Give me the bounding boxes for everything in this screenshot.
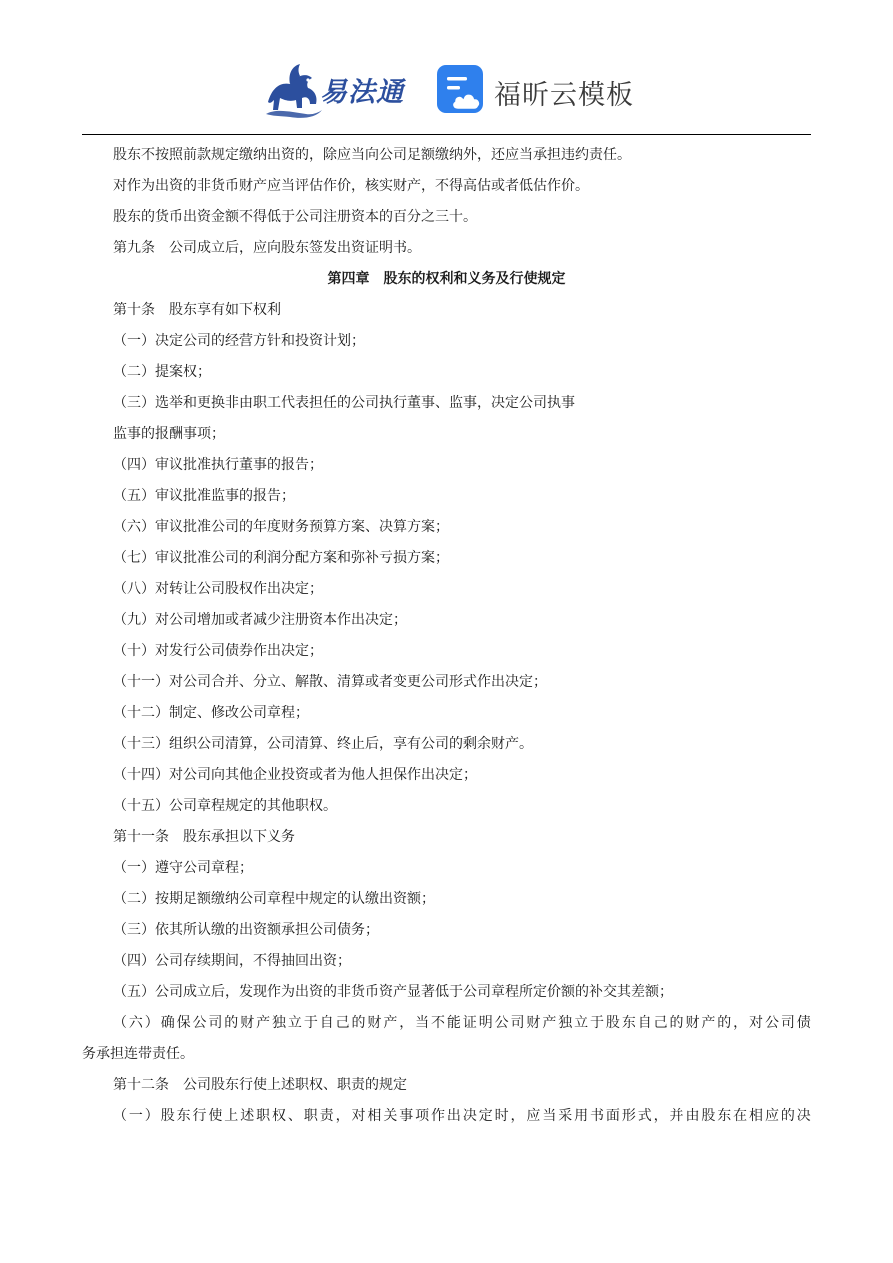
list-item: （九）对公司增加或者减少注册资本作出决定； bbox=[113, 612, 407, 628]
article-line: 第十条 股东享有如下权利 bbox=[113, 302, 281, 318]
yifatong-logo bbox=[262, 58, 422, 120]
list-item: （三）依其所认缴的出资额承担公司债务； bbox=[113, 922, 379, 938]
list-item: （四）审议批准执行董事的报告； bbox=[113, 457, 323, 473]
list-item: （五）公司成立后，发现作为出资的非货币资产显著低于公司章程所定价额的补交其差额； bbox=[113, 984, 673, 1000]
list-item: （十五）公司章程规定的其他职权。 bbox=[113, 798, 337, 814]
list-item: （十四）对公司向其他企业投资或者为他人担保作出决定； bbox=[113, 767, 477, 783]
list-item: （四）公司存续期间，不得抽回出资； bbox=[113, 953, 351, 969]
cloud-document-icon bbox=[436, 64, 488, 116]
paragraph-line: 股东不按照前款规定缴纳出资的，除应当向公司足额缴纳外，还应当承担违约责任。 bbox=[113, 147, 631, 163]
list-item: （二）按期足额缴纳公司章程中规定的认缴出资额； bbox=[113, 891, 435, 907]
paragraph-line: 对作为出资的非货币财产应当评估作价，核实财产，不得高估或者低估作价。 bbox=[113, 178, 589, 194]
chapter-heading: 第四章 股东的权利和义务及行使规定 bbox=[327, 271, 566, 287]
yifatong-logo-text: 易法通 bbox=[320, 77, 404, 108]
page-header bbox=[0, 0, 893, 134]
article-line: 第十一条 股东承担以下义务 bbox=[113, 829, 295, 845]
list-item: （六）审议批准公司的年度财务预算方案、决算方案； bbox=[113, 519, 449, 535]
list-item: （一）遵守公司章程； bbox=[113, 860, 253, 876]
article-line: 第九条 公司成立后，应向股东签发出资证明书。 bbox=[113, 240, 421, 256]
list-item: （十）对发行公司债券作出决定； bbox=[113, 643, 323, 659]
paragraph-line: 股东的货币出资金额不得低于公司注册资本的百分之三十。 bbox=[113, 209, 477, 225]
list-item: （八）对转让公司股权作出决定； bbox=[113, 581, 323, 597]
list-item: （三）选举和更换非由职工代表担任的公司执行董事、监事，决定公司执事 bbox=[113, 395, 575, 411]
list-item: （五）审议批准监事的报告； bbox=[113, 488, 295, 504]
list-item: （一）决定公司的经营方针和投资计划； bbox=[113, 333, 365, 349]
list-item: （六）确保公司的财产独立于自己的财产，当不能证明公司财产独立于股东自己的财产的，对公司债 bbox=[113, 1015, 811, 1031]
list-item: （十一）对公司合并、分立、解散、清算或者变更公司形式作出决定； bbox=[113, 674, 547, 690]
list-item: （十三）组织公司清算，公司清算、终止后，享有公司的剩余财产。 bbox=[113, 736, 533, 752]
list-item: （二）提案权； bbox=[113, 364, 211, 380]
fuxin-logo-text: 福昕云模板 bbox=[494, 80, 634, 111]
fuxin-logo bbox=[436, 64, 646, 118]
list-item-continuation: 监事的报酬事项； bbox=[113, 426, 225, 442]
header-divider bbox=[82, 134, 811, 135]
list-item: （十二）制定、修改公司章程； bbox=[113, 705, 309, 721]
article-line: 第十二条 公司股东行使上述职权、职责的规定 bbox=[113, 1077, 407, 1093]
qilin-emblem-icon bbox=[262, 58, 324, 120]
list-item: （七）审议批准公司的利润分配方案和弥补亏损方案； bbox=[113, 550, 449, 566]
list-item: （一）股东行使上述职权、职责，对相关事项作出决定时，应当采用书面形式，并由股东在相应的决 bbox=[113, 1108, 811, 1124]
list-item-continuation: 务承担连带责任。 bbox=[82, 1046, 194, 1062]
document-body bbox=[82, 140, 811, 1132]
